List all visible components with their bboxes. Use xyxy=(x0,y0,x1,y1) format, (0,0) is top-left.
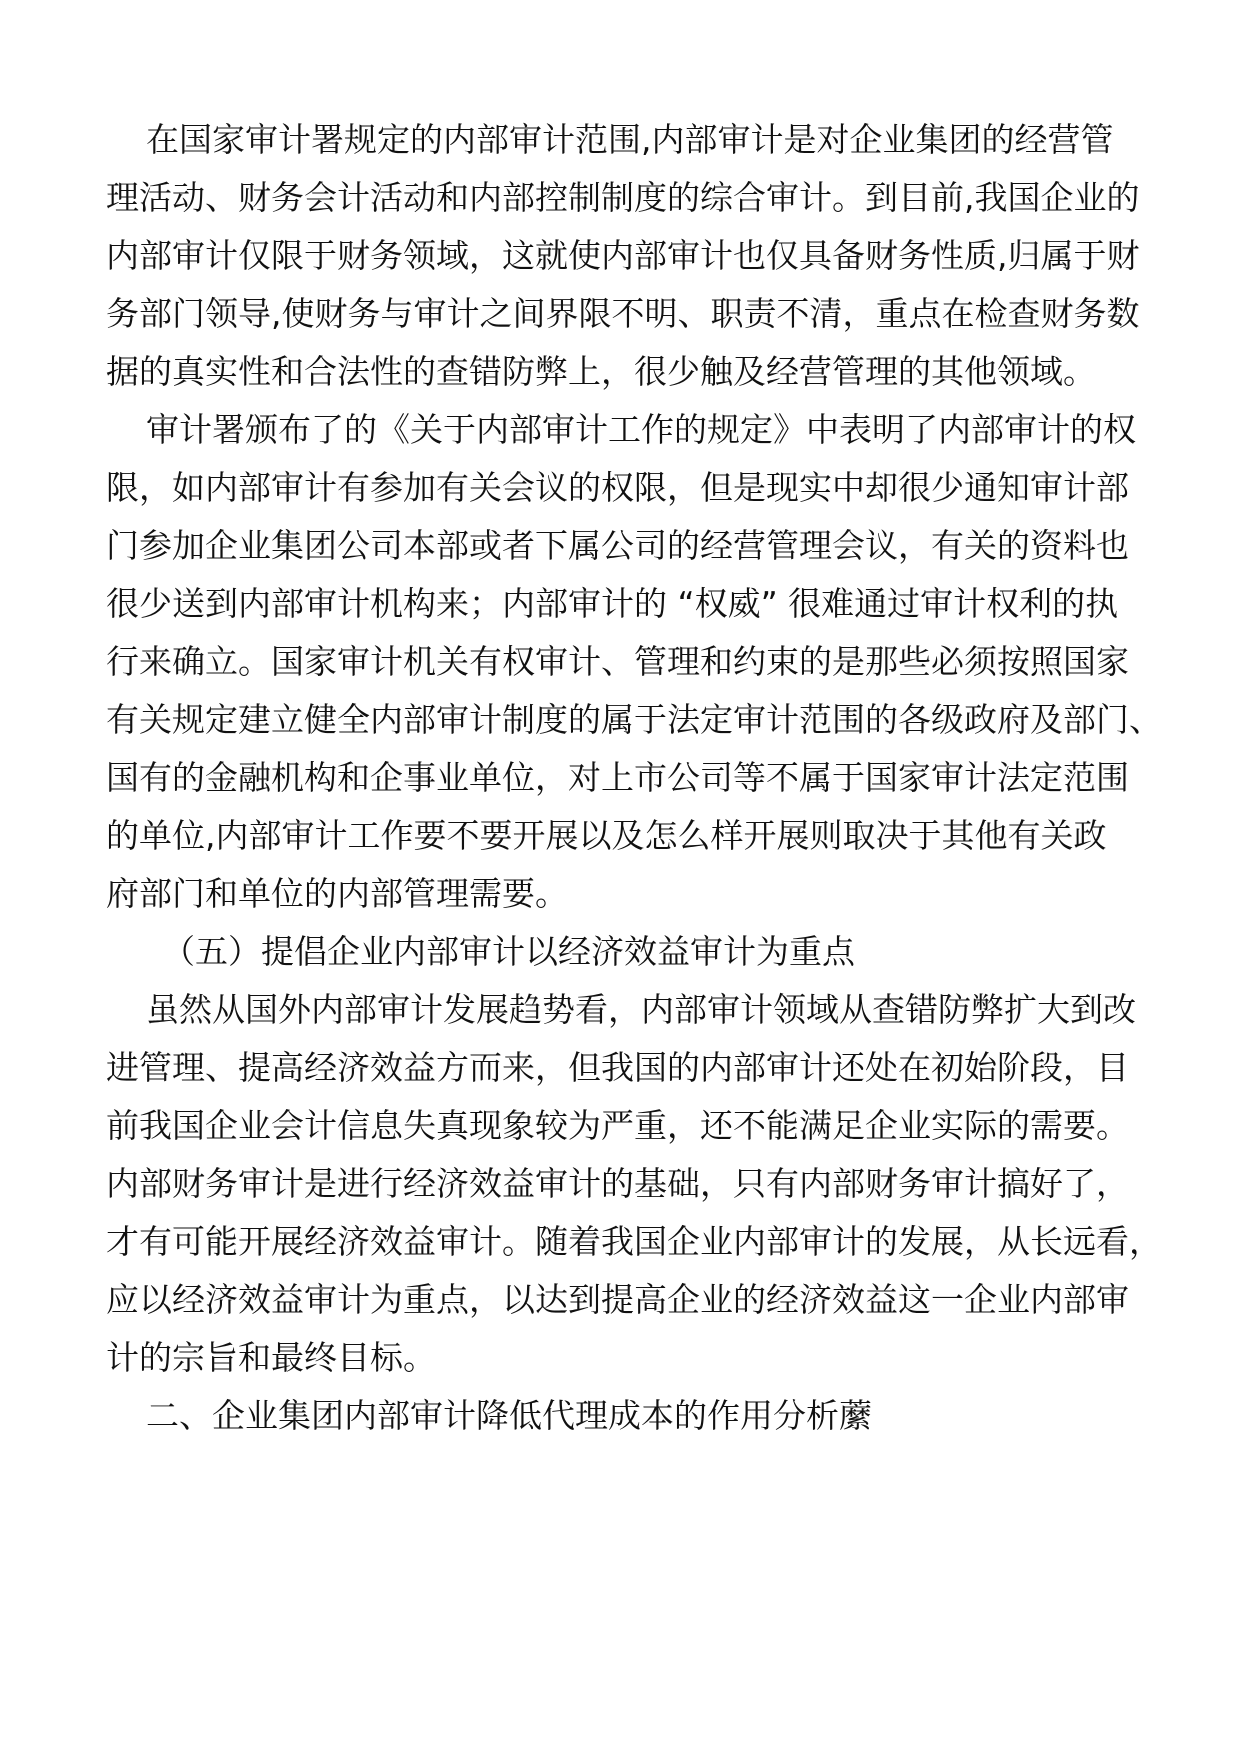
trailing-glyph: 䕷 xyxy=(839,1396,872,1435)
section-heading xyxy=(146,1396,872,1436)
paragraph-2-line-9: 府部门和单位的内部管理需要。 xyxy=(106,874,568,913)
paragraph-3-line-3: 前我国企业会计信息失真现象较为严重，还不能满足企业实际的需要。 xyxy=(106,1106,1129,1145)
paragraph-2-line-2: 限，如内部审计有参加有关会议的权限，但是现实中却很少通知审计部 xyxy=(106,468,1129,507)
paragraph-3-line-7: 计的宗旨和最终目标。 xyxy=(106,1338,436,1377)
paragraph-3-line-4: 内部财务审计是进行经济效益审计的基础，只有内部财务审计搞好了， xyxy=(106,1164,1129,1203)
paragraph-1-line-5: 据的真实性和合法性的查错防弊上，很少触及经营管理的其他领域。 xyxy=(106,352,1096,391)
paragraph-2-line-5: 行来确立。国家审计机关有权审计、管理和约束的是那些必须按照国家 xyxy=(106,642,1129,681)
paragraph-1-line-1: 在国家审计署规定的内部审计范围,内部审计是对企业集团的经营管 xyxy=(146,120,1114,159)
subheading-five: （五）提倡企业内部审计以经济效益审计为重点 xyxy=(162,932,855,971)
paragraph-2-line-1: 审计署颁布了的《关于内部审计工作的规定》中表明了内部审计的权 xyxy=(146,410,1136,449)
paragraph-2-line-8: 的单位,内部审计工作要不要开展以及怎么样开展则取决于其他有关政 xyxy=(106,816,1107,855)
paragraph-3-line-5: 才有可能开展经济效益审计。随着我国企业内部审计的发展，从长远看， xyxy=(106,1222,1162,1261)
section-heading-text: 二、企业集团内部审计降低代理成本的作用分析 xyxy=(146,1396,839,1435)
paragraph-1-line-3: 内部审计仅限于财务领域，这就使内部审计也仅具备财务性质,归属于财 xyxy=(106,236,1140,275)
paragraph-1-line-4: 务部门领导,使财务与审计之间界限不明、职责不清，重点在检查财务数 xyxy=(106,294,1140,333)
paragraph-2-line-7: 国有的金融机构和企事业单位，对上市公司等不属于国家审计法定范围 xyxy=(106,758,1129,797)
paragraph-2-line-4: 很少送到内部审计机构来；内部审计的 “权威” 很难通过审计权利的执 xyxy=(106,584,1119,623)
paragraph-2-line-6: 有关规定建立健全内部审计制度的属于法定审计范围的各级政府及部门、 xyxy=(106,700,1162,739)
paragraph-3-line-2: 进管理、提高经济效益方而来，但我国的内部审计还处在初始阶段，目 xyxy=(106,1048,1129,1087)
paragraph-2-line-3: 门参加企业集团公司本部或者下属公司的经营管理会议，有关的资料也 xyxy=(106,526,1129,565)
paragraph-3-line-6: 应以经济效益审计为重点，以达到提高企业的经济效益这一企业内部审 xyxy=(106,1280,1129,1319)
paragraph-3-line-1: 虽然从国外内部审计发展趋势看，内部审计领域从查错防弊扩大到改 xyxy=(146,990,1136,1029)
paragraph-1-line-2: 理活动、财务会计活动和内部控制制度的综合审计。到目前,我国企业的 xyxy=(106,178,1140,217)
